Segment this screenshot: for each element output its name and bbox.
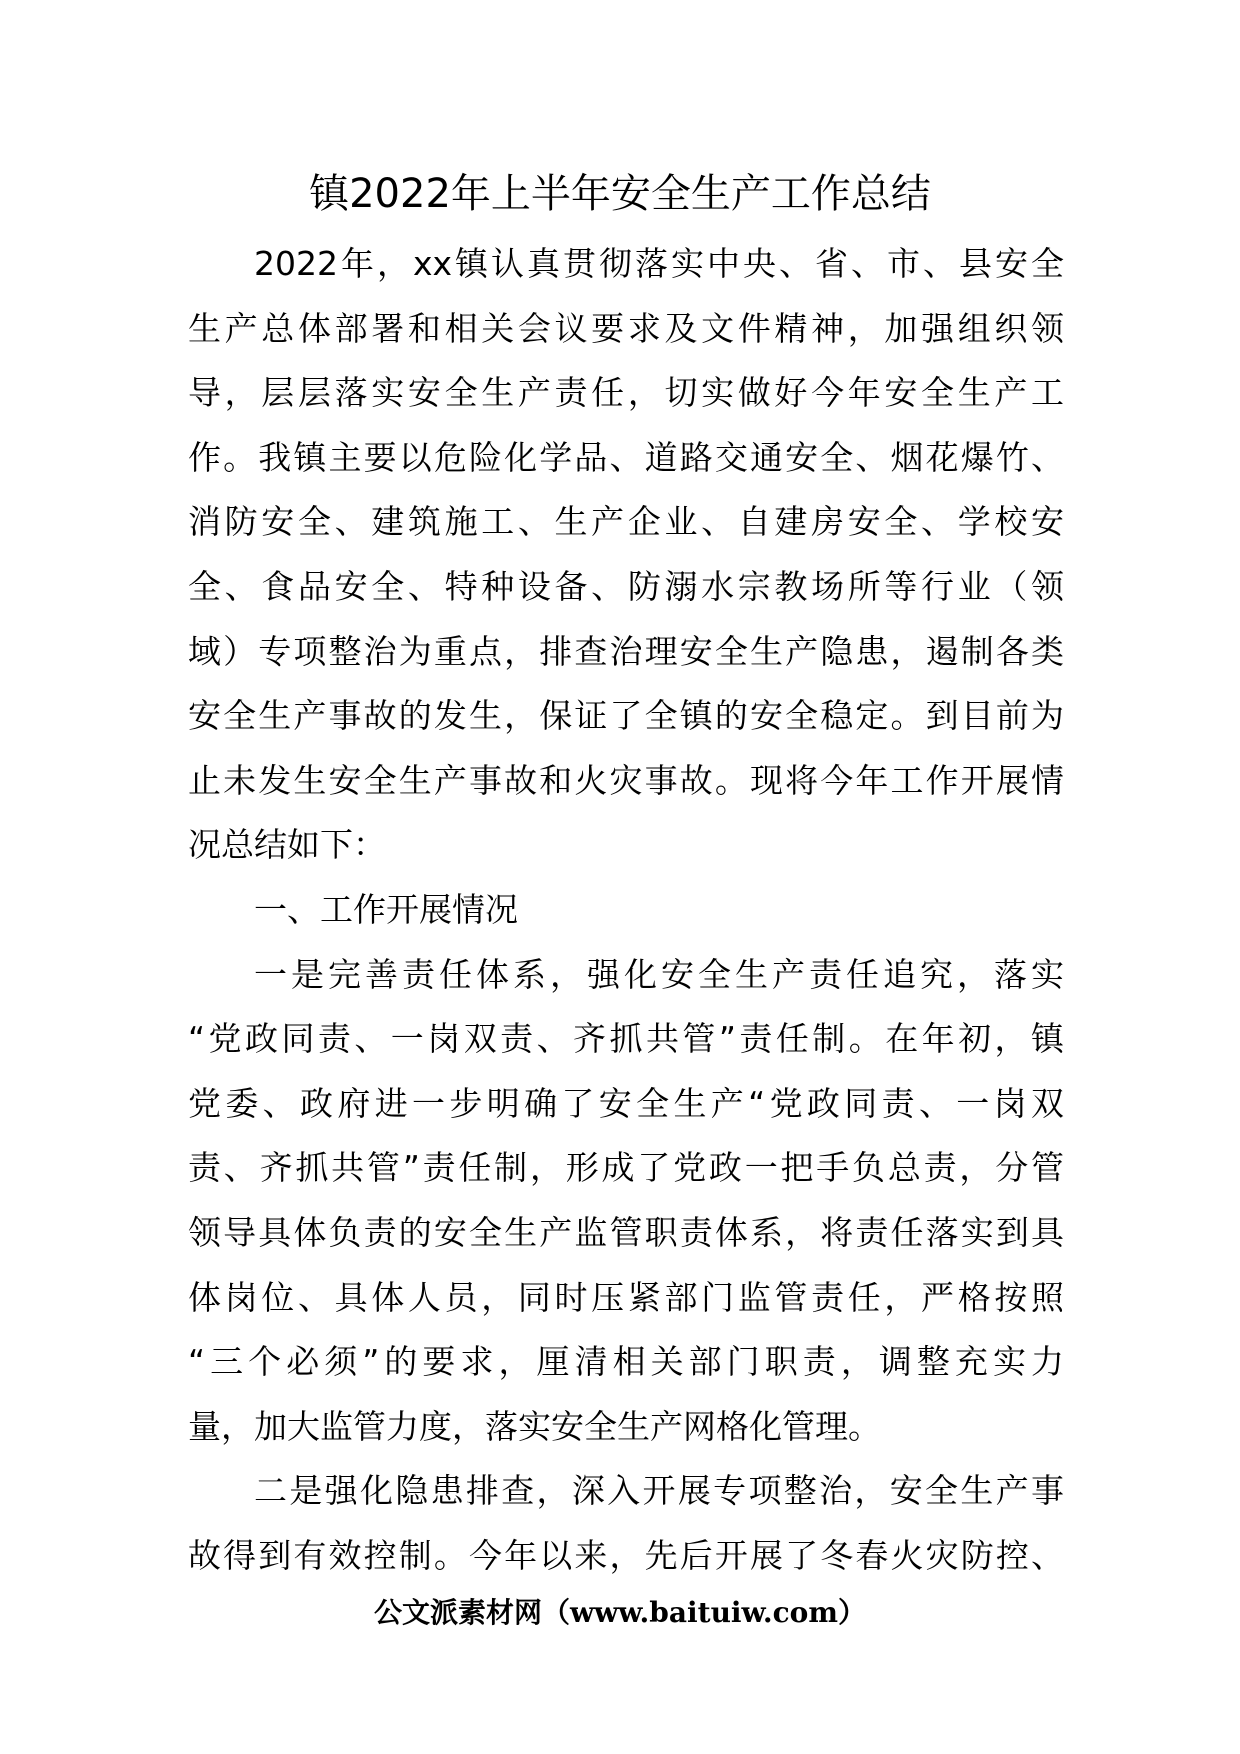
paragraph-line: 2022年，xx镇认真贯彻落实中央、省、市、县安全 xyxy=(254,244,1064,283)
paragraph-line: “三个必须”的要求，厘清相关部门职责，调整充实力 xyxy=(188,1342,1064,1382)
footer-watermark: 公文派素材网（www.baituiw.com） xyxy=(374,1596,866,1629)
paragraph-line: 故得到有效控制。今年以来，先后开展了冬春火灾防控、 xyxy=(188,1535,1064,1575)
paragraph-line: 二是强化隐患排查，深入开展专项整治，安全生产事 xyxy=(254,1471,1064,1511)
paragraph-line: 况总结如下： xyxy=(188,825,386,865)
paragraph-line: 导，层层落实安全生产责任，切实做好今年安全生产工 xyxy=(188,373,1064,413)
document-title: 镇2022年上半年安全生产工作总结 xyxy=(309,171,931,217)
paragraph-line: 体岗位、具体人员，同时压紧部门监管责任，严格按照 xyxy=(188,1277,1064,1317)
section-heading: 一、工作开展情况 xyxy=(254,889,518,929)
paragraph-line: 生产总体部署和相关会议要求及文件精神，加强组织领 xyxy=(188,308,1064,348)
paragraph-line: 止未发生安全生产事故和火灾事故。现将今年工作开展情 xyxy=(188,760,1064,800)
paragraph-line: 领导具体负责的安全生产监管职责体系，将责任落实到具 xyxy=(188,1212,1064,1252)
paragraph-line: 全、食品安全、特种设备、防溺水宗教场所等行业（领 xyxy=(188,566,1064,606)
paragraph-line: 一是完善责任体系，强化安全生产责任追究，落实 xyxy=(254,954,1064,994)
paragraph-line: 量，加大监管力度，落实安全生产网格化管理。 xyxy=(188,1406,881,1446)
paragraph-line: 域）专项整治为重点，排查治理安全生产隐患，遏制各类 xyxy=(188,631,1064,671)
document-body xyxy=(188,232,1064,1588)
paragraph-line: 消防安全、建筑施工、生产企业、自建房安全、学校安 xyxy=(188,502,1064,542)
paragraph-line: 作。我镇主要以危险化学品、道路交通安全、烟花爆竹、 xyxy=(188,437,1064,477)
paragraph-line: “党政同责、一岗双责、齐抓共管”责任制。在年初，镇 xyxy=(188,1019,1064,1059)
paragraph-line: 安全生产事故的发生，保证了全镇的安全稳定。到目前为 xyxy=(188,696,1064,736)
paragraph-line: 责、齐抓共管”责任制，形成了党政一把手负总责，分管 xyxy=(188,1148,1064,1188)
paragraph-line: 党委、政府进一步明确了安全生产“党政同责、一岗双 xyxy=(188,1083,1064,1123)
